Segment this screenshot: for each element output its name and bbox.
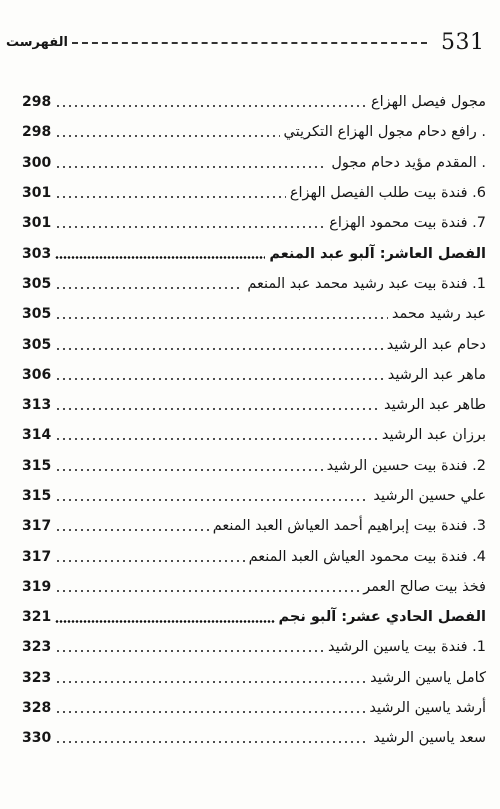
- dot-leader: [55, 256, 265, 259]
- toc-entry: [22, 87, 486, 117]
- toc-entry: [22, 572, 486, 602]
- dot-leader: [55, 226, 325, 228]
- dot-leader: [55, 650, 324, 652]
- toc-entry: [22, 723, 486, 753]
- toc-entry-page-number: 301: [22, 185, 52, 202]
- dot-leader: [55, 196, 286, 198]
- dot-leader: [55, 590, 359, 592]
- toc-entry-page-number: 305: [22, 275, 52, 292]
- toc-entry-page-number: 319: [22, 578, 52, 595]
- toc-entry-page-number: 298: [22, 94, 52, 111]
- toc-entry-title: طاهر عبد الرشيد: [383, 397, 486, 414]
- dot-leader: [55, 408, 380, 410]
- toc-entry-title: الفصل الحادي عشر: آلبو نجم: [278, 609, 486, 626]
- toc-entry-title: برزان عبد الرشيد: [381, 427, 486, 444]
- toc-entry-title: 1. فندة بيت ياسين الرشيد: [327, 639, 486, 656]
- toc-chapter-heading: [22, 602, 486, 632]
- toc-entry: [22, 148, 486, 178]
- toc-entry-title: كامل ياسين الرشيد: [370, 669, 486, 686]
- header-dashed-rule: [72, 42, 427, 44]
- toc-entry-page-number: 305: [22, 306, 52, 323]
- toc-entry-page-number: 315: [22, 457, 52, 474]
- toc-entry-title: علي حسين الرشيد: [373, 488, 486, 504]
- dot-leader: [55, 469, 322, 471]
- toc-entry-page-number: 314: [22, 427, 52, 444]
- toc-entry: [22, 693, 486, 723]
- toc-entry-page-number: 301: [22, 215, 52, 232]
- toc-entry-title: 4. فندة بيت محمود العياش العبد المنعم: [248, 548, 486, 565]
- toc-entry-title: مجول فيصل الهزاع: [370, 94, 486, 111]
- toc-entry: [22, 178, 486, 208]
- toc-entry-title: فخذ بيت صالح العمر: [363, 578, 486, 595]
- toc-entry-title: 3. فندة بيت إبراهيم أحمد العياش العبد المنعم: [212, 518, 486, 535]
- toc-entry-title: سعد ياسين الرشيد: [373, 730, 486, 747]
- toc-entry: [22, 360, 486, 390]
- page-header: [0, 0, 500, 80]
- toc-entry-page-number: 306: [22, 366, 52, 383]
- toc-entry-title: . المقدم مؤيد دحام مجول: [331, 154, 486, 171]
- dot-leader: [55, 135, 279, 137]
- toc-entry-page-number: 328: [22, 700, 52, 717]
- toc-entry: [22, 390, 486, 420]
- toc-entry: [22, 420, 486, 450]
- toc-entry: [22, 269, 486, 299]
- dot-leader: [55, 620, 274, 623]
- toc-chapter-heading: [22, 238, 486, 268]
- toc-entry-title: 1. فندة بيت عبد رشيد محمد عبد المنعم: [247, 275, 486, 292]
- toc-entry-title: دحام عبد الرشيد: [386, 336, 486, 353]
- toc-entry-page-number: 303: [22, 245, 52, 262]
- toc-entry-title: . رافع دحام مجول الهزاع التكريتي: [283, 124, 486, 141]
- toc-entry-page-number: 323: [22, 669, 52, 686]
- toc-entry: [22, 329, 486, 359]
- toc-entry: [22, 481, 486, 511]
- toc-entry-title: 6. فندة بيت طلب الفيصل الهزاع: [289, 185, 486, 202]
- toc-entry-page-number: 300: [22, 154, 52, 171]
- dot-leader: [55, 287, 243, 289]
- toc-entry: [22, 208, 486, 238]
- toc-entry-title: عبد رشيد محمد: [391, 306, 486, 323]
- toc-entry: [22, 117, 486, 147]
- toc-entry-page-number: 330: [22, 730, 52, 747]
- toc-entry-title: ماهر عبد الرشيد: [387, 366, 486, 383]
- dot-leader: [55, 438, 378, 440]
- dot-leader: [55, 105, 367, 107]
- toc-entry: [22, 632, 486, 662]
- toc-entry: [22, 299, 486, 329]
- dot-leader: [55, 499, 369, 501]
- toc-entry-page-number: 321: [22, 609, 52, 626]
- dot-leader: [55, 378, 383, 380]
- dot-leader: [55, 317, 388, 319]
- page-number: 531: [441, 30, 485, 55]
- dot-leader: [55, 529, 209, 531]
- toc-entry-page-number: 317: [22, 518, 52, 535]
- table-of-contents: [22, 87, 486, 754]
- toc-entry-page-number: 315: [22, 488, 52, 504]
- dot-leader: [55, 711, 365, 713]
- toc-entry-title: 2. فندة بيت حسين الرشيد: [326, 457, 486, 474]
- dot-leader: [55, 681, 366, 683]
- dot-leader: [55, 560, 244, 562]
- toc-entry: [22, 541, 486, 571]
- toc-entry-page-number: 317: [22, 548, 52, 565]
- toc-entry-title: الفصل العاشر: آلبو عبد المنعم: [269, 245, 486, 262]
- running-title: الفهرست: [6, 35, 68, 50]
- dot-leader: [55, 741, 369, 743]
- toc-entry-page-number: 298: [22, 124, 52, 141]
- toc-entry: [22, 663, 486, 693]
- dot-leader: [55, 166, 327, 168]
- dot-leader: [55, 348, 383, 350]
- toc-entry: [22, 511, 486, 541]
- toc-entry-page-number: 313: [22, 397, 52, 414]
- toc-entry-title: أرشد ياسين الرشيد: [369, 700, 486, 717]
- toc-entry: [22, 451, 486, 481]
- toc-entry-title: 7. فندة بيت محمود الهزاع: [329, 215, 486, 232]
- toc-entry-page-number: 305: [22, 336, 52, 353]
- toc-entry-page-number: 323: [22, 639, 52, 656]
